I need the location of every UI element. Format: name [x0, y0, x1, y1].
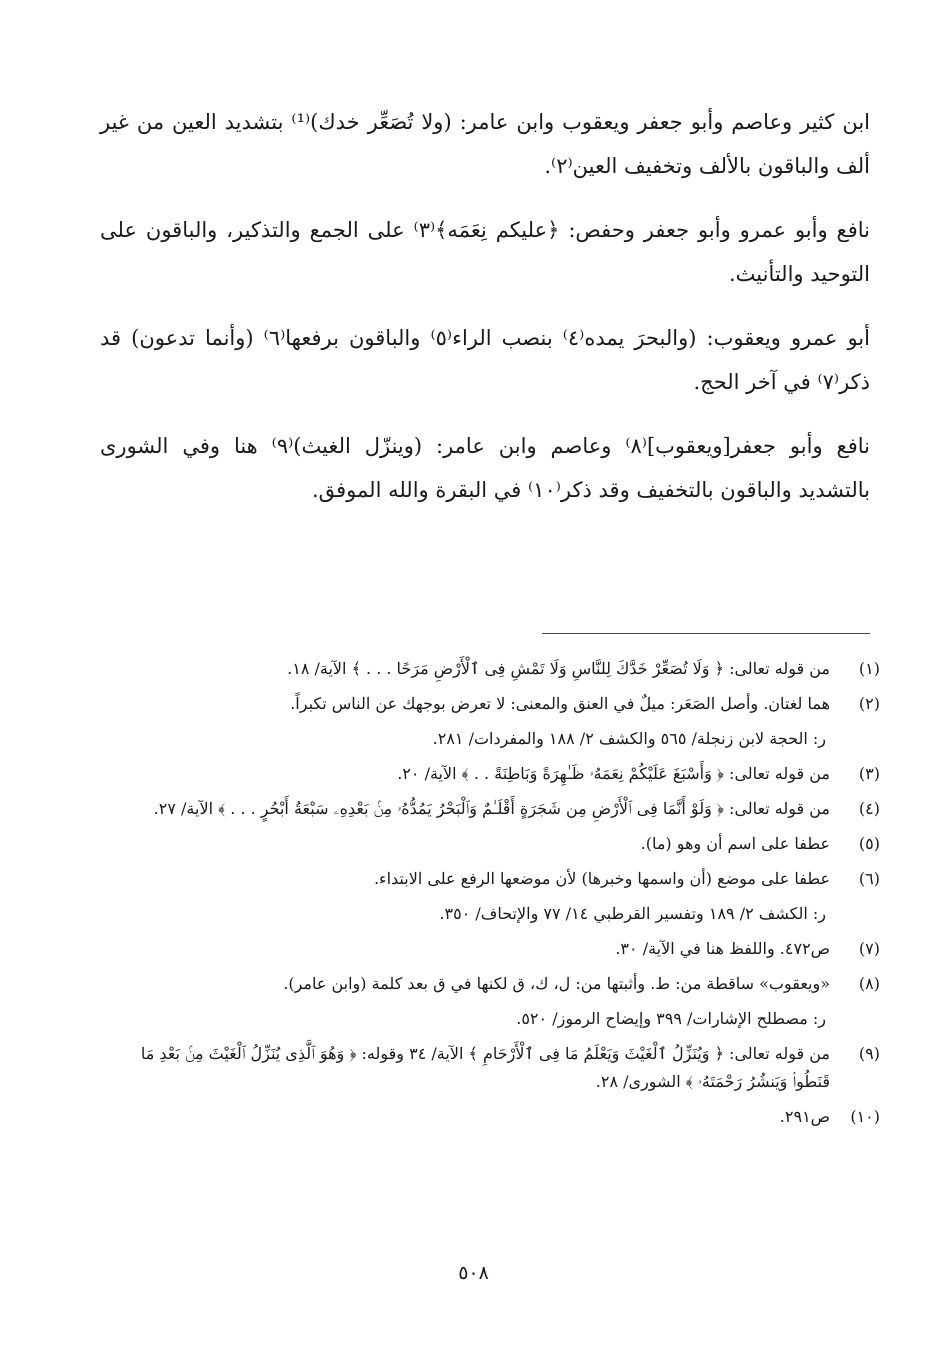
body-paragraph: أبو عمرو ويعقوب: (والبحرَ يمده⁽٤⁾ بنصب الراء⁽٥⁾ والباقون برفعها⁽٦⁾ (وأنما تدعون) قد ذكر⁽٧⁾ في آخر الحج.: [100, 326, 870, 394]
main-text-block: [100, 100, 870, 532]
footnote-text: عطفا على موضع (أن واسمها وخبرها) لأن موضعها الرفع على الابتداء.: [373, 869, 830, 888]
footnote-text: من قوله تعالى: ﴿ وَلَوْ أَنَّمَا فِى ٱلْأَرْضِ مِن شَجَرَةٍ أَقْلَـٰمٌ وَٱلْبَحْرُ يَمُدُّهُۥ مِنۢ بَعْدِهِۦ سَبْعَةُ أَبْحُرٍ . . . ﴾ الآية/ ٢٧.: [153, 799, 830, 818]
footnote-text: عطفا على اسم أن وهو (ما).: [640, 834, 830, 853]
footnote-number: (١٠): [850, 1107, 880, 1126]
footnote-number: (٢): [858, 694, 880, 713]
footnote: [100, 760, 880, 788]
footnote-number: (٥): [858, 834, 880, 853]
footnote-separator: [542, 633, 870, 634]
footnote-reference: ر: الكشف ٢/ ١٨٩ وتفسير القرطبي ١٤/ ٧٧ والإتحاف/ ٣٥٠.: [439, 904, 826, 923]
footnote: [100, 795, 880, 823]
footnote-number: (٦): [858, 869, 880, 888]
footnote-text: ص٤٧٢. واللفظ هنا في الآية/ ٣٠.: [615, 939, 830, 958]
footnote: [100, 1103, 880, 1131]
footnote-number: (١): [858, 659, 880, 678]
footnote-text: هما لغتان. وأصل الصَعَر: ميلٌ في العنق والمعنى: لا تعرض بوجهك عن الناس تكبراً.: [290, 694, 830, 713]
footnote: [100, 655, 880, 683]
footnote: [100, 865, 880, 893]
footnote: [100, 830, 880, 858]
page-number: ٥٠٨: [458, 1262, 489, 1284]
footnote-text: من قوله تعالى: ﴿ وَيُنَزِّلُ ٱلْغَيْثَ وَيَعْلَمُ مَا فِى ٱلْأَرْحَامِ ﴾ الآية/ ٣٤ وقوله: ﴿ وَهُوَ ٱلَّذِى يُنَزِّلُ ٱلْغَيْثَ مِنۢ بَعْدِ مَا قَنَطُوا۟ وَيَنشُرُ رَحْمَتَهُۥ ﴾ الشورى/ ٢٨.: [140, 1044, 830, 1091]
footnote-reference: ر: مصطلح الإشارات/ ٣٩٩ وإيضاح الرموز/ ٥٢٠.: [516, 1009, 826, 1028]
body-paragraph: نافع وأبو جعفر[ويعقوب]⁽٨⁾ وعاصم وابن عامر: (وينزّل الغيث)⁽٩⁾ هنا وفي الشورى بالتشديد والباقون بالتخفيف وقد ذكر⁽١٠⁾ في البقرة والله الموفق.: [100, 434, 870, 502]
footnote-text: من قوله تعالى: ﴿ وَلَا تُصَعِّرْ خَدَّكَ لِلنَّاسِ وَلَا تَمْشِ فِى ٱلْأَرْضِ مَرَحًا . . . ﴾ الآية/ ١٨.: [287, 659, 830, 678]
footnote: [100, 970, 880, 998]
footnote: [100, 690, 880, 718]
footnote-text: «ويعقوب» ساقطة من: ط. وأثبتها من: ل، ك، ق لكنها في ق بعد كلمة (وابن عامر).: [283, 974, 830, 993]
footnote-reference: ر: الحجة لابن زنجلة/ ٥٦٥ والكشف ٢/ ١٨٨ والمفردات/ ٢٨١.: [432, 729, 826, 748]
footnote: [100, 935, 880, 963]
body-paragraph: ابن كثير وعاصم وأبو جعفر ويعقوب وابن عامر: (ولا تُصَعِّر خدك)⁽¹⁾ بتشديد العين من غير ألف والباقون بالألف وتخفيف العين⁽٢⁾.: [100, 110, 870, 178]
footnotes-block: [100, 655, 880, 1138]
footnote-number: (٣): [858, 764, 880, 783]
footnote-number: (٧): [858, 939, 880, 958]
footnote: [100, 1040, 880, 1096]
footnote-number: (٩): [858, 1044, 880, 1063]
footnote-number: (٨): [858, 974, 880, 993]
body-paragraph: نافع وأبو عمرو وأبو جعفر وحفص: ﴿عليكم نِعَمَه﴾⁽٣⁾ على الجمع والتذكير، والباقون على التوحيد والتأنيث.: [100, 218, 871, 286]
footnote-text: ص٢٩١.: [779, 1107, 830, 1126]
footnote-number: (٤): [858, 799, 880, 818]
footnote-text: من قوله تعالى: ﴿ وَأَسْبَغَ عَلَيْكُمْ نِعَمَهُۥ ظَـٰهِرَةً وَبَاطِنَةً . . ﴾ الآية/ ٢٠.: [397, 764, 830, 783]
